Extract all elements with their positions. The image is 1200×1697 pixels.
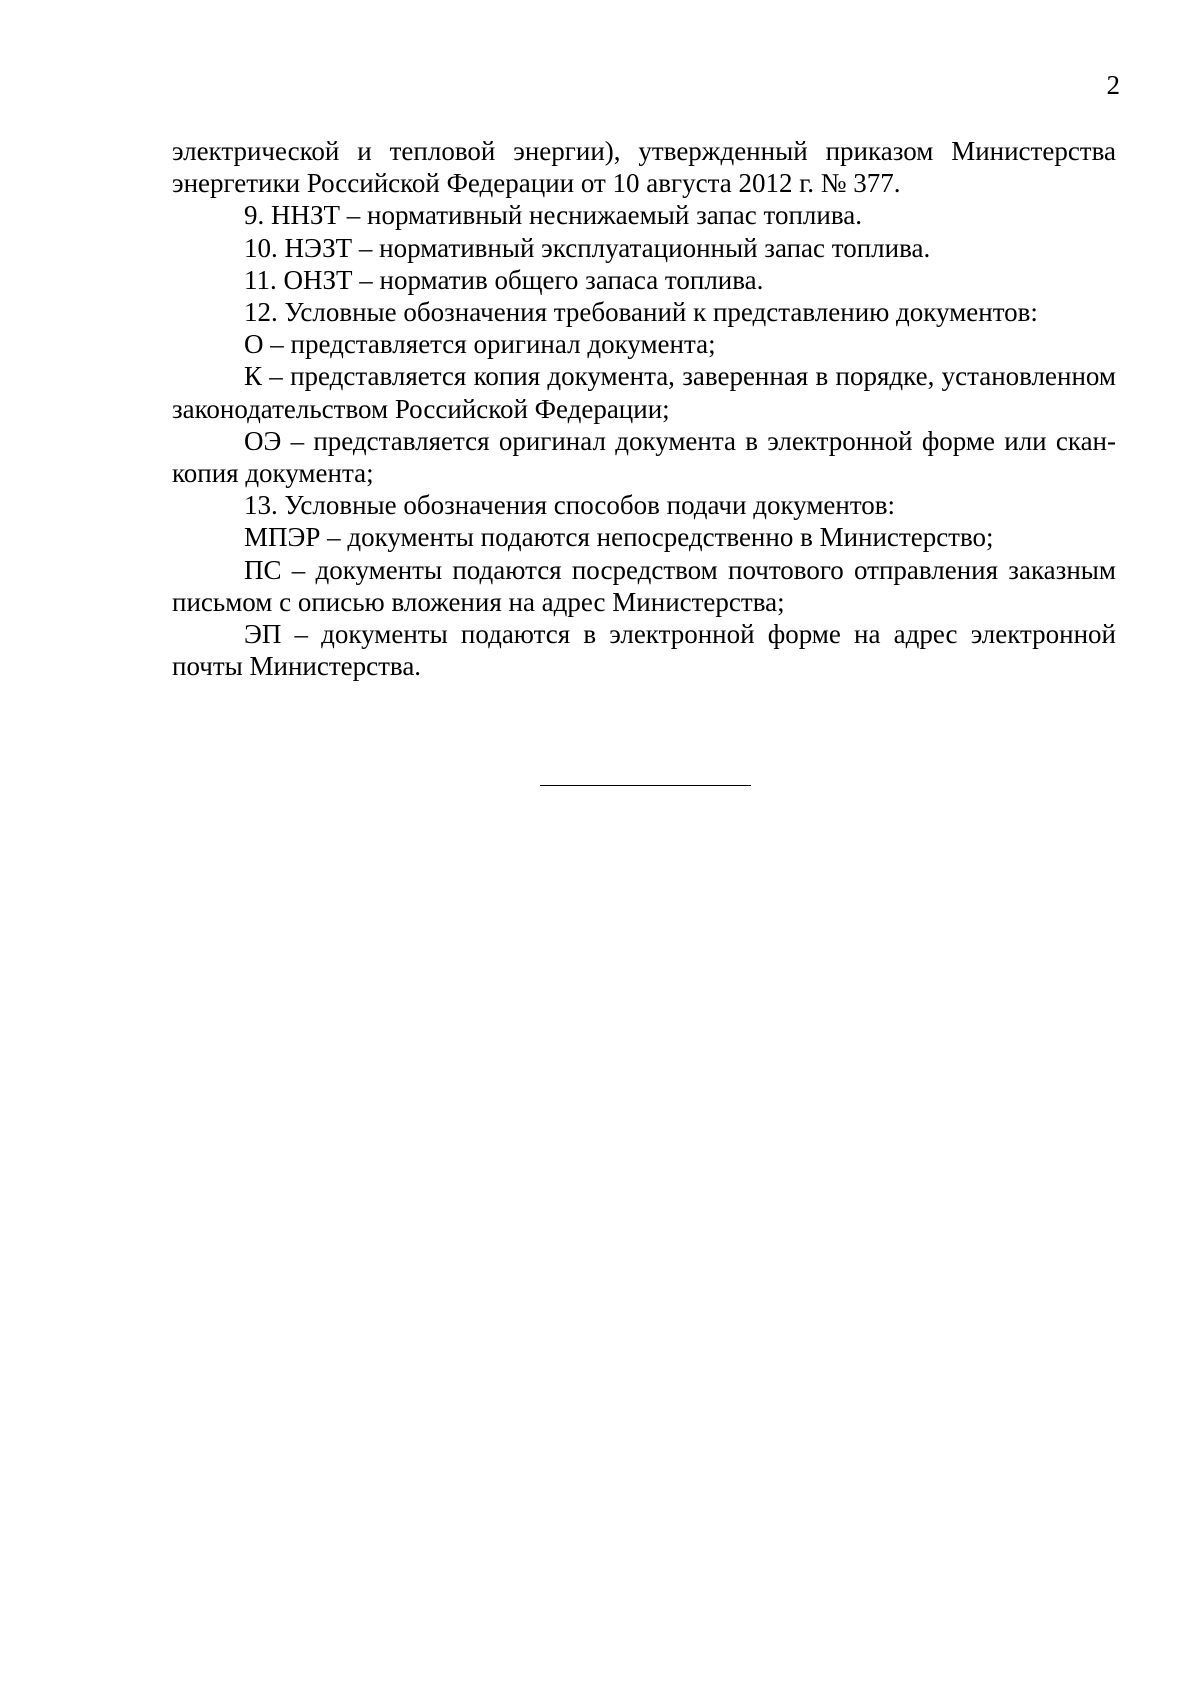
paragraph-legend-ps: ПС – документы подаются посредством почтового отправления заказным письмом с описью вложения на адрес Министерства;	[172, 554, 1116, 617]
paragraph-item-10: 10. НЭЗТ – нормативный эксплуатационный запас топлива.	[244, 232, 931, 263]
paragraph-legend-k: К – представляется копия документа, заверенная в порядке, установленном законодательством Российской Федерации;	[172, 361, 1116, 424]
paragraph-legend-ep: ЭП – документы подаются в электронной форме на адрес электронной почты Министерства.	[172, 619, 1116, 682]
paragraph-item-12: 12. Условные обозначения требований к представлению документов:	[244, 297, 1038, 328]
paragraph-item-13: 13. Условные обозначения способов подачи документов:	[244, 490, 896, 521]
paragraph-item-11: 11. ОНЗТ – норматив общего запаса топлива.	[244, 264, 764, 295]
paragraph-legend-mper: МПЭР – документы подаются непосредственно в Министерство;	[244, 522, 994, 553]
end-divider	[540, 785, 751, 786]
paragraph-continuation: электрической и тепловой энергии), утвержденный приказом Министерства энергетики Российской Федерации от 10 августа 2012 г. № 377.	[172, 136, 1116, 199]
paragraph-item-9: 9. ННЗТ – нормативный неснижаемый запас топлива.	[244, 200, 862, 231]
paragraph-legend-oe: ОЭ – представляется оригинал документа в электронной форме или скан-копия документа;	[172, 425, 1116, 489]
page-number: 2	[1106, 70, 1120, 100]
document-body	[172, 135, 1116, 682]
paragraph-legend-o: О – представляется оригинал документа;	[244, 329, 716, 360]
